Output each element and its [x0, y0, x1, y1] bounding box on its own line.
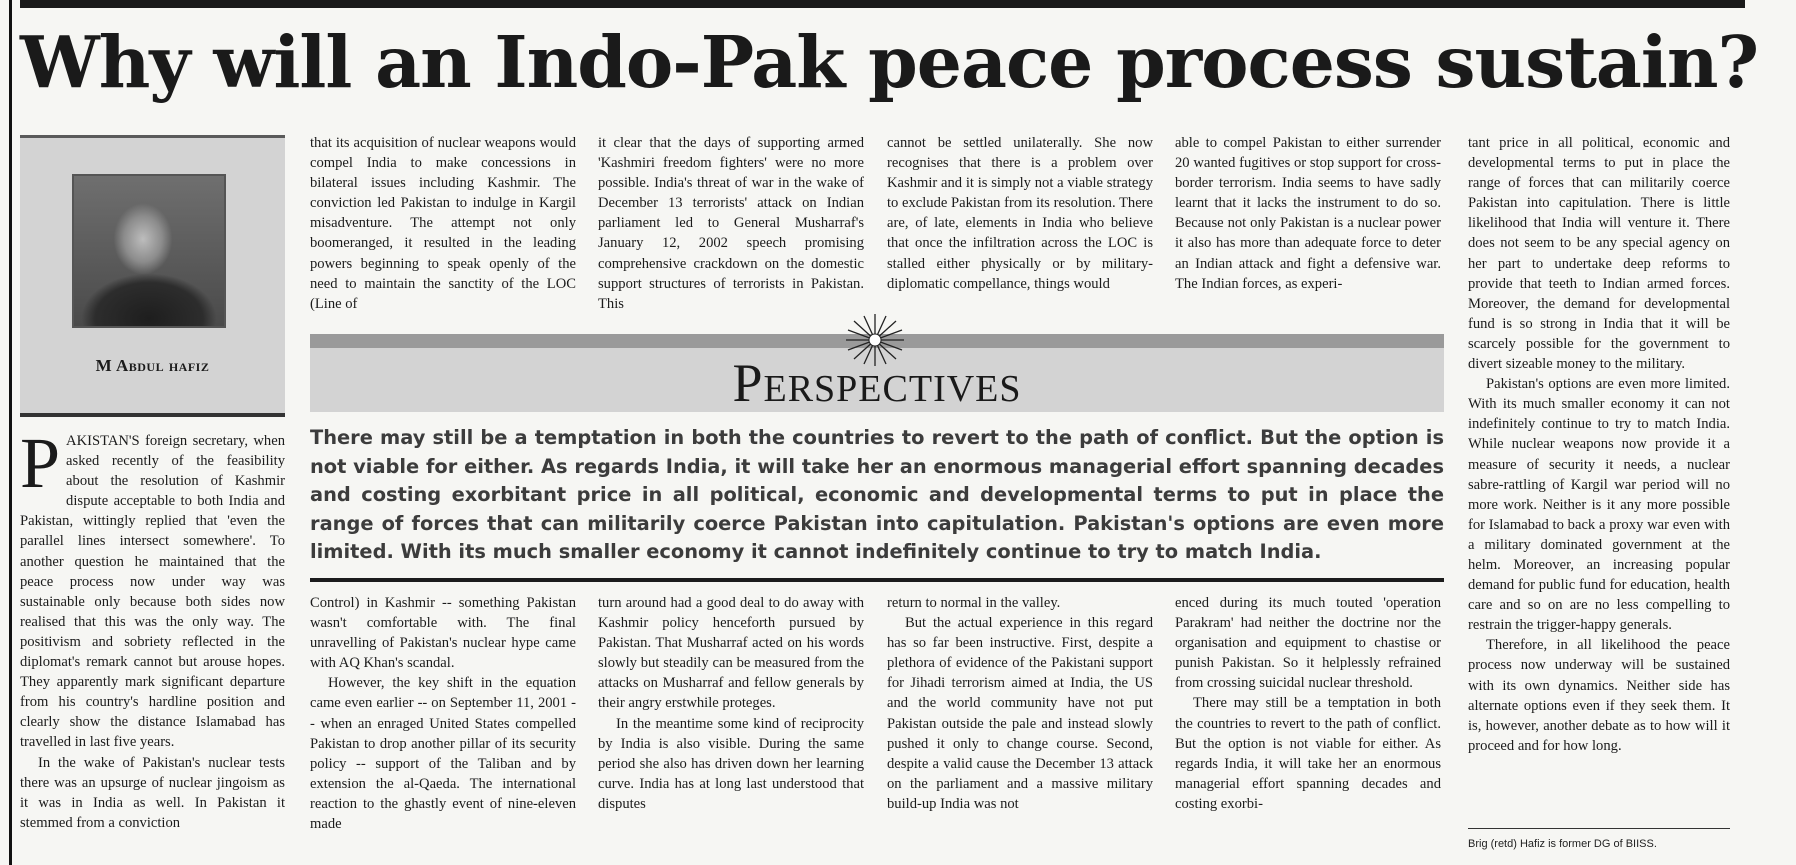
column-left: [20, 423, 285, 833]
paragraph: There may still be a temptation in both the countries to revert to the path of conflict. But the option is not viable for either. As regards India, it will take her an enormous managerial effort spanning decades and costing exorbi-: [1175, 695, 1441, 812]
column-3-bottom: [887, 593, 1153, 814]
top-rule: [20, 0, 1745, 8]
column-4-bottom: [1175, 593, 1441, 814]
headline: Why will an Indo-Pak peace process sustain?: [20, 20, 1759, 104]
paragraph: tant price in all political, economic and developmental terms to put in place the range of forces that can militarily coerce Pakistan into capitulation. There is little likelihood that India will venture it. There does not seem to be any special agency on her part to undertake deep reforms to provide that teeth to Indian armed forces. Moreover, the demand for developmental fund is so strong in India that it will be scarcely possible for the government to divert sizeable money to the military.: [1468, 135, 1730, 373]
pull-quote-rule: [310, 578, 1444, 582]
starburst-icon: [840, 312, 910, 368]
paragraph-text: AKISTAN'S foreign secretary, when asked recently of the feasibility about the resolution of Kashmir dispute acceptable to both India and Pakistan, wittingly replied that 'even the parallel lines intersect somewhere'. To another question he maintained that the peace process now under way was sustainable only because both sides now realised that this was the only way. The positivism and sobriety reflected in the diplomat's remark cannot but arouse hopes. They apparently mark significant departure from his country's hardline position and clearly show the distance Islamabad has travelled in last five years.: [20, 433, 285, 751]
column-right: [1468, 133, 1730, 756]
column-1-bottom: [310, 593, 576, 834]
column-1-top: [310, 133, 576, 314]
pull-quote: There may still be a temptation in both the countries to revert to the path of conflict. But the option is not viable for either. As regards India, it will take her an enormous managerial effort spanning decades and costing exorbitant price in all political, economic and developmental terms to put in place the range of forces that can militarily coerce Pakistan into capitulation. Pakistan's options are even more limited. With its much smaller economy it cannot indefinitely continue to try to match India.: [310, 426, 1444, 563]
paragraph: In the wake of Pakistan's nuclear tests there was an upsurge of nuclear jingoism as it was in India as well. In Pakistan it stemmed from a conviction: [20, 754, 285, 831]
author-name: M Abdul hafiz: [95, 356, 210, 375]
paragraph: Control) in Kashmir -- something Pakistan wasn't comfortable with. The final unravelling of Pakistan's nuclear hype came with AQ Khan's scandal.: [310, 595, 576, 672]
paragraph: In the meantime some kind of reciprocity by India is also visible. During the same period she also has driven down her learning curve. India has at long last understood that disputes: [598, 715, 864, 812]
author-footnote: Brig (retd) Hafiz is former DG of BIISS.: [1468, 838, 1657, 850]
paragraph: enced during its much touted 'operation Parakram' had neither the doctrine nor the organisation and equipment to chastise or punish Pakistan. So it helplessly refrained from crossing suicidal nuclear threshold.: [1175, 595, 1441, 692]
column-2-bottom: [598, 593, 864, 814]
paragraph: able to compel Pakistan to either surrender 20 wanted fugitives or stop support for cross-border terrorism. India seems to have sadly learnt that it lacks the instrument to do so. Because not only Pakistan is a nuclear power it also has more than adequate force to deter an Indian attack and fight a defensive war. The Indian forces, as experi-: [1175, 135, 1441, 292]
paragraph: that its acquisition of nuclear weapons would compel India to make concessions in bilateral issues including Kashmir. The conviction led Pakistan to indulge in Kargil misadventure. The attempt not only boomeranged, it resulted in the leading powers beginning to speak openly of the need to maintain the sanctity of the LOC (Line of: [310, 135, 576, 312]
paragraph: it clear that the days of supporting armed 'Kashmiri freedom fighters' were no more possible. India's threat of war in the wake of December 13 terrorists' attack on Indian parliament led to General Musharraf's January 12, 2002 speech promising comprehensive crackdown on the domestic support structures of terrorists in Pakistan. This: [598, 135, 864, 312]
section-label: Perspectives: [732, 353, 1022, 413]
paragraph: Pakistan's options are even more limited. With its much smaller economy it can not indefinitely continue to try to match India. While nuclear weapons now provide it a measure of security it needs, a nuclear sabre-rattling of Kargil war period will no more work. Neither is it any more possible for Islamabad to back a proxy war even with a military dominated government at the helm. Moreover, an increasing popular demand for public fund for education, health care and so on are no less compelling to restrain the trigger-happy generals.: [1468, 376, 1730, 634]
paragraph: Therefore, in all likelihood the peace process now underway will be sustained with its own dynamics. Neither side has alternate options even if they seek them. It is, however, another debate as to how will it proceed and for how long.: [1468, 637, 1730, 754]
paragraph: return to normal in the valley.: [887, 595, 1061, 611]
paragraph: However, the key shift in the equation came even earlier -- on September 11, 2001 -- when an enraged United States compelled Pakistan to drop another pillar of its security policy -- support of the Taliban and by extension the al-Qaeda. The international reaction to the ghastly event of nine-eleven made: [310, 675, 576, 833]
byline-box: [20, 135, 285, 417]
paragraph: But the actual experience in this regard has so far been instructive. First, despite a plethora of evidence of the Pakistani support for Jihadi terrorism aimed at India, the US and the world community have not put Pakistan outside the pale and instead slowly pushed it only to change course. Second, despite a valid cause the December 13 attack on the parliament and a massive military build-up India was not: [887, 615, 1153, 812]
paragraph: cannot be settled unilaterally. She now recognises that there is a problem over Kashmir and it is simply not a viable strategy to exclude Pakistan from its resolution. There are, of late, elements in India who believe that once the infiltration across the LOC is stalled either physically or by military-diplomatic compellance, things would: [887, 135, 1154, 292]
paragraph: turn around had a good deal to do away with Kashmir policy henceforth pursued by Pakistan. That Musharraf acted on his words slowly but steadily can be measured from the attacks on Musharraf and fellow generals by their angry erstwhile proteges.: [598, 595, 864, 712]
author-photo: [72, 174, 226, 328]
left-border-rule: [9, 0, 12, 865]
paragraph: [20, 423, 285, 753]
column-3-top: [887, 133, 1153, 294]
column-4-top: [1175, 133, 1441, 294]
column-2-top: [598, 133, 864, 314]
footer-rule: [1468, 828, 1730, 829]
drop-cap: P: [20, 423, 61, 503]
